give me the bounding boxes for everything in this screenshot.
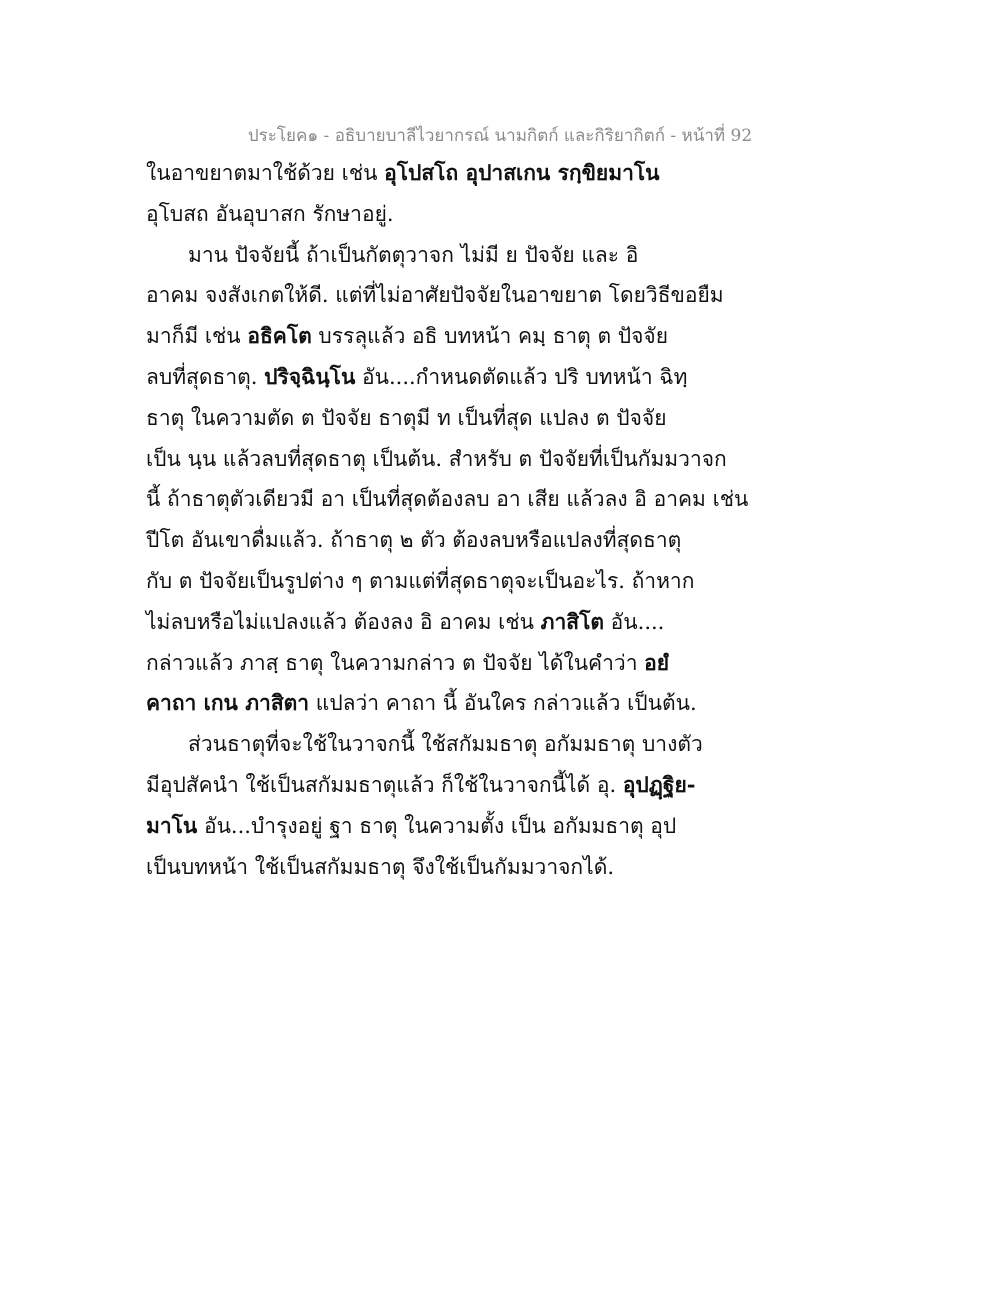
text-line (146, 852, 614, 882)
text-line (146, 444, 727, 474)
text-line (146, 770, 695, 800)
bold-term: อุปฏฺฐิย- (622, 772, 696, 797)
text-line (188, 240, 638, 270)
text-segment: เป็น นฺน แล้วลบที่สุดธาตุ เป็นต้น. สำหรับ ต ปัจจัยที่เป็นกัมมวาจก (146, 446, 727, 471)
text-line (146, 688, 697, 718)
bold-term: ปริจฺฉินฺโน (264, 364, 356, 389)
text-line (146, 811, 676, 841)
text-segment: ปีโต อันเขาดื่มแล้ว. ถ้าธาตุ ๒ ตัว ต้องลบหรือแปลงที่สุดธาตุ (146, 528, 682, 553)
text-segment: เป็นบทหน้า ใช้เป็นสกัมมธาตุ จึงใช้เป็นกัมมวาจกได้. (146, 854, 615, 879)
text-segment: ลบที่สุดธาตุ. (146, 365, 265, 389)
text-segment: แปลว่า คาถา นี้ อันใคร กล่าวแล้ว เป็นต้น. (309, 691, 697, 716)
bold-term: อยํ (644, 649, 670, 675)
bold-term: อุโปสโถ อุปาสเกน รกฺขิยมาโน (384, 160, 660, 185)
text-segment: อัน...บำรุงอยู่ ฐา ธาตุ ในความตั้ง เป็น อกัมมธาตุ อุป (197, 813, 677, 838)
text-segment: ส่วนธาตุที่จะใช้ในวาจกนี้ ใช้สกัมมธาตุ อกัมมธาตุ บางตัว (188, 732, 703, 757)
text-segment: อัน.... (604, 609, 665, 634)
text-segment: นี้ ถ้าธาตุตัวเดียวมี อา เป็นที่สุดต้องลบ อา เสีย แล้วลง อิ อาคม เช่น (146, 487, 749, 512)
text-line (146, 158, 660, 188)
text-line (146, 199, 394, 229)
bold-term: มาโน (146, 812, 198, 838)
text-line (146, 280, 724, 310)
text-line (188, 729, 703, 759)
text-segment: อุโบสถ อันอุบาสก รักษาอยู่. (146, 201, 394, 226)
text-segment: มาน ปัจจัยนี้ ถ้าเป็นกัตตุวาจก ไม่มี ย ปัจจัย และ อิ (188, 242, 639, 267)
text-line (146, 525, 681, 555)
text-line (146, 403, 667, 433)
text-line (146, 362, 687, 392)
text-line (146, 607, 664, 637)
text-segment: อาคม จงสังเกตให้ดี. แต่ที่ไม่อาศัยปัจจัยในอาขยาต โดยวิธีขอยืม (146, 283, 724, 308)
text-segment: อัน....กำหนดตัดแล้ว ปริ บทหน้า ฉิทฺ (355, 365, 688, 389)
text-line (146, 566, 694, 596)
text-line (146, 648, 669, 678)
bold-term: ภาสิโต (540, 608, 604, 634)
text-segment: กับ ต ปัจจัยเป็นรูปต่าง ๆ ตามแต่ที่สุดธาตุจะเป็นอะไร. ถ้าหาก (146, 569, 695, 593)
text-line (146, 484, 748, 514)
text-line (146, 321, 668, 351)
text-segment: มีอุปสัคนำ ใช้เป็นสกัมมธาตุแล้ว ก็ใช้ในวาจกนี้ได้ อุ. (146, 773, 623, 797)
bold-term: อธิคโต (247, 323, 312, 349)
text-segment: มาก็มี เช่น (146, 324, 248, 349)
text-segment: ในอาขยาตมาใช้ด้วย เช่น (146, 161, 385, 185)
bold-term: คาถา เกน ภาสิตา (146, 690, 310, 716)
text-segment: ไม่ลบหรือไม่แปลงแล้ว ต้องลง อิ อาคม เช่น (146, 609, 541, 634)
text-segment: กล่าวแล้ว ภาสฺ ธาตุ ในความกล่าว ต ปัจจัย ได้ในคำว่า (146, 650, 645, 675)
page-header: ประโยค๑ - อธิบายบาลีไวยากรณ์ นามกิตก์ และกิริยากิตก์ - หน้าที่ 92 (247, 126, 753, 146)
text-segment: บรรลุแล้ว อธิ บทหน้า คมฺ ธาตุ ต ปัจจัย (311, 324, 669, 349)
text-segment: ธาตุ ในความตัด ต ปัจจัย ธาตุมี ท เป็นที่สุด แปลง ต ปัจจัย (146, 405, 667, 430)
